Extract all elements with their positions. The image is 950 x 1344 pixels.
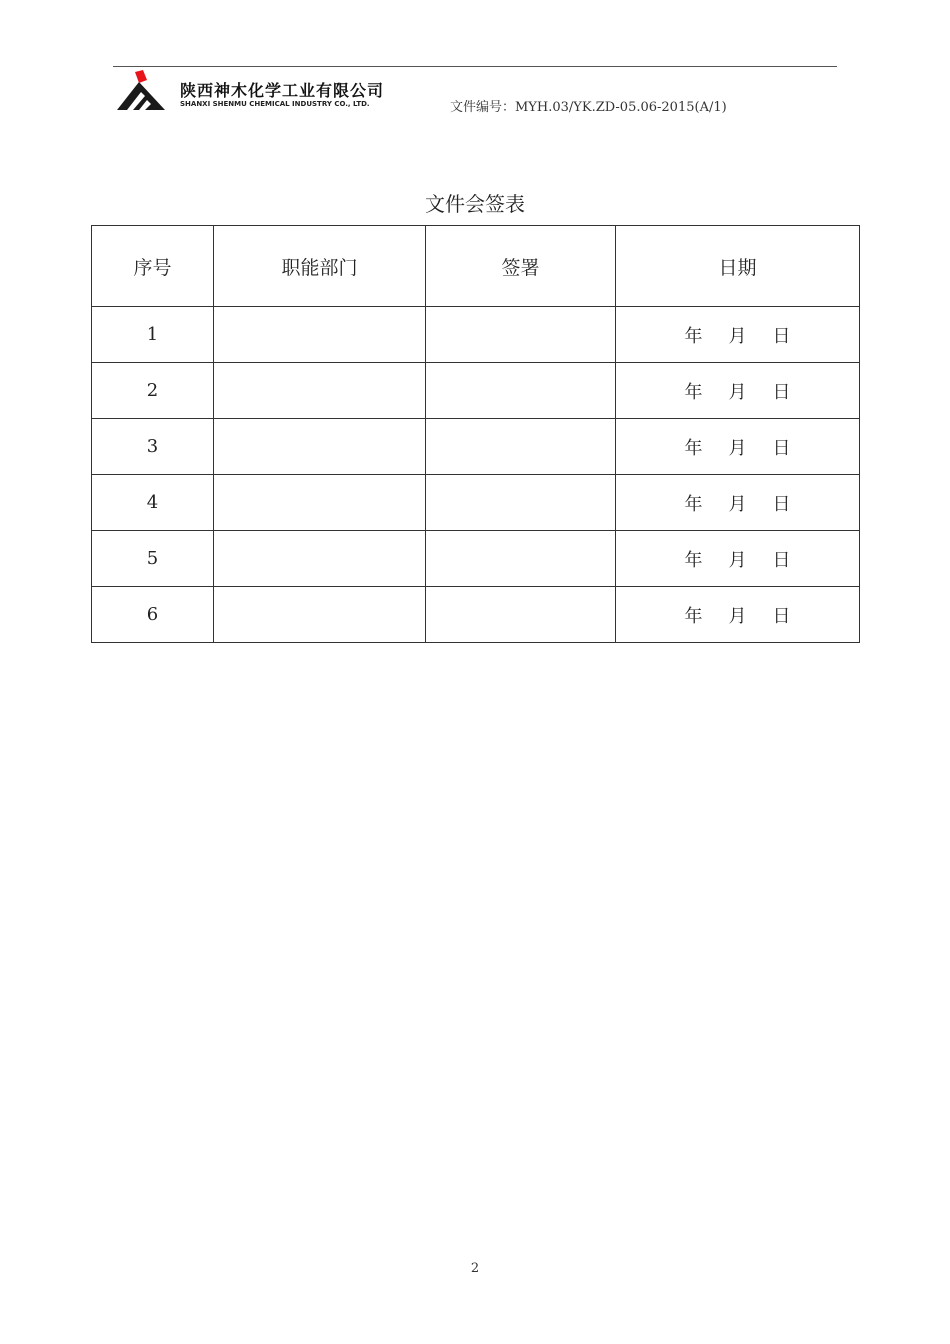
row-sign-field[interactable]: [426, 475, 616, 531]
company-name-en: SHANXI SHENMU CHEMICAL INDUSTRY CO., LTD.: [180, 100, 370, 108]
row-date-field[interactable]: [616, 587, 860, 643]
table-row: [92, 475, 860, 531]
row-seq: 4: [92, 475, 214, 531]
row-dept-field[interactable]: [214, 475, 426, 531]
date-year: 年: [684, 381, 703, 403]
date-year: 年: [684, 437, 703, 459]
date-year: 年: [684, 549, 703, 571]
row-dept-field[interactable]: [214, 307, 426, 363]
date-month: 月: [728, 325, 747, 347]
header-dept: 职能部门: [214, 226, 426, 307]
date-year: 年: [684, 325, 703, 347]
row-seq: 5: [92, 531, 214, 587]
date-day: 日: [772, 325, 791, 347]
date-month: 月: [728, 549, 747, 571]
row-sign-field[interactable]: [426, 531, 616, 587]
date-year: 年: [684, 605, 703, 627]
date-day: 日: [772, 381, 791, 403]
row-dept-field[interactable]: [214, 363, 426, 419]
row-dept-field[interactable]: [214, 531, 426, 587]
table-row: [92, 307, 860, 363]
date-month: 月: [728, 605, 747, 627]
row-dept-field[interactable]: [214, 419, 426, 475]
row-date-field[interactable]: [616, 419, 860, 475]
row-sign-field[interactable]: [426, 419, 616, 475]
date-day: 日: [772, 549, 791, 571]
date-month: 月: [728, 437, 747, 459]
table-row: [92, 363, 860, 419]
row-seq: 1: [92, 307, 214, 363]
row-seq: 2: [92, 363, 214, 419]
row-date-field[interactable]: [616, 363, 860, 419]
row-sign-field[interactable]: [426, 587, 616, 643]
header-date: 日期: [616, 226, 860, 307]
table-row: [92, 587, 860, 643]
header-seq: 序号: [92, 226, 214, 307]
header-sign: 签署: [426, 226, 616, 307]
table-row: [92, 419, 860, 475]
date-month: 月: [728, 381, 747, 403]
table-row: [92, 531, 860, 587]
document-number: 文件编号：MYH.03/YK.ZD-05.06-2015(A/1): [450, 100, 727, 115]
date-day: 日: [772, 437, 791, 459]
row-sign-field[interactable]: [426, 363, 616, 419]
table-header-row: [92, 226, 860, 307]
date-day: 日: [772, 493, 791, 515]
header-rule: [113, 66, 837, 67]
date-day: 日: [772, 605, 791, 627]
date-month: 月: [728, 493, 747, 515]
date-year: 年: [684, 493, 703, 515]
page-title: 文件会签表: [425, 192, 525, 216]
row-date-field[interactable]: [616, 307, 860, 363]
row-date-field[interactable]: [616, 475, 860, 531]
countersign-table: [91, 225, 860, 643]
row-date-field[interactable]: [616, 531, 860, 587]
page-number: 2: [470, 1261, 480, 1276]
row-dept-field[interactable]: [214, 587, 426, 643]
row-seq: 3: [92, 419, 214, 475]
company-logo: [117, 70, 169, 112]
row-seq: 6: [92, 587, 214, 643]
row-sign-field[interactable]: [426, 307, 616, 363]
company-name-cn: 陕西神木化学工业有限公司: [180, 81, 385, 100]
